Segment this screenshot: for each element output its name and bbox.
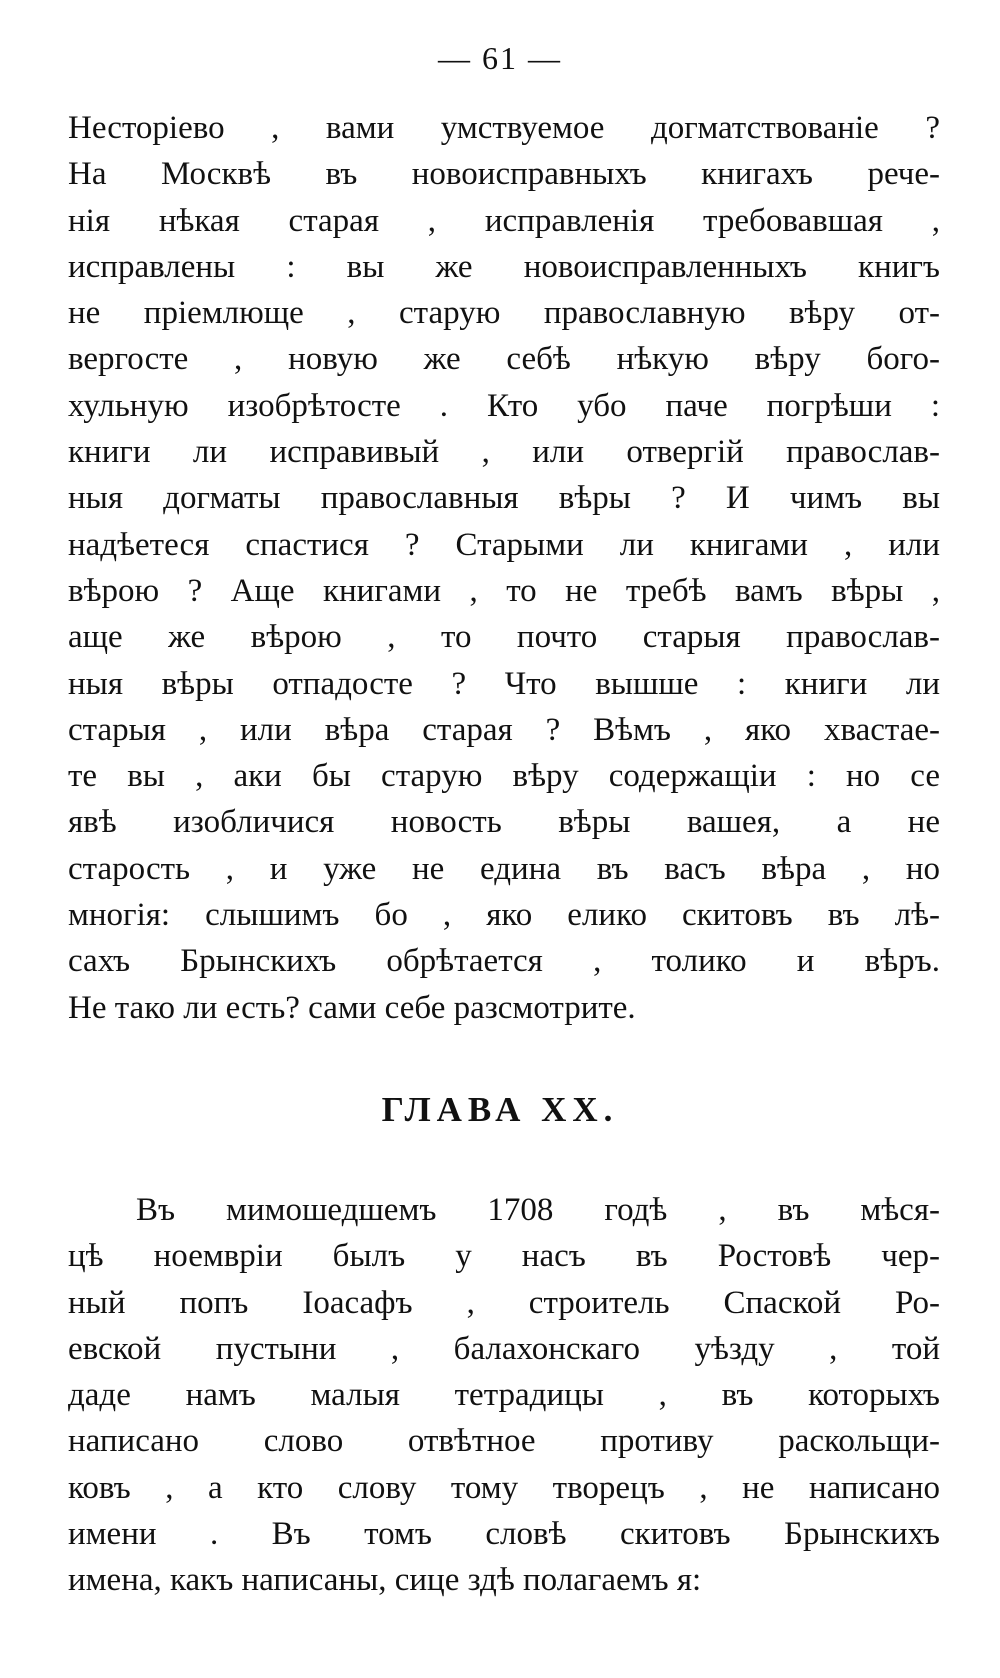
text-line: ныя догматы православныя вѣры ? И чимъ вы <box>68 480 940 517</box>
text-line: вергосте , новую же себѣ нѣкую вѣру бого- <box>68 341 940 378</box>
page-number: — 61 — <box>438 40 562 76</box>
text-line: имена, какъ написаны, сице здѣ полагаемъ я: <box>68 1562 702 1599</box>
chapter-heading: ГЛАВА XX. <box>381 1090 619 1129</box>
text-line: Несторіево , вами умствуемое догматствованіе ? <box>68 110 940 146</box>
text-line: хульную изобрѣтосте . Кто убо паче погрѣши : <box>68 387 940 424</box>
text-line: книги ли исправивый , или отвергій православ- <box>68 434 940 471</box>
text-line: Въ мимошедшемъ 1708 годѣ , въ мѣся- <box>136 1192 940 1228</box>
text-line: явѣ изобличися новость вѣры вашея, а не <box>68 804 940 841</box>
text-line: даде намъ малыя тетрадицы , въ которыхъ <box>68 1377 940 1414</box>
text-line: Не тако ли есть? сами себе разсмотрите. <box>68 989 636 1026</box>
text-line: цѣ ноемвріи былъ у насъ въ Ростовѣ чер- <box>68 1238 940 1275</box>
text-line: На Москвѣ въ новоисправныхъ книгахъ рече- <box>68 156 940 193</box>
text-line: вѣрою ? Аще книгами , то не требѣ вамъ вѣры , <box>68 572 940 609</box>
text-line: надѣетеся спастися ? Старыми ли книгами , или <box>68 526 940 563</box>
text-line: не пріемлюще , старую православную вѣру от- <box>68 295 940 332</box>
text-line: евской пустыни , балахонскаго уѣзду , той <box>68 1330 940 1367</box>
paragraph-1 <box>68 105 940 1031</box>
text-line: старыя , или вѣра старая ? Вѣмъ , яко хвастае- <box>68 711 940 748</box>
text-line: ный попъ Іоасафъ , строитель Спаской Ро- <box>68 1284 940 1321</box>
text-line: сахъ Брынскихъ обрѣтается , толико и вѣръ. <box>68 943 940 980</box>
text-line: многія: слышимъ бо , яко елико скитовъ въ лѣ- <box>68 897 940 934</box>
text-line: исправлены : вы же новоисправленныхъ книгъ <box>68 248 940 285</box>
text-line: аще же вѣрою , то почто старыя православ- <box>68 619 940 656</box>
text-line: ковъ , а кто слову тому творецъ , не написано <box>68 1469 940 1506</box>
text-line: имени . Въ томъ словѣ скитовъ Брынскихъ <box>68 1516 940 1553</box>
paragraph-2 <box>68 1187 940 1604</box>
text-line: написано слово отвѣтное противу раскольщи- <box>68 1423 940 1460</box>
text-line: нія нѣкая старая , исправленія требовавшая , <box>68 202 940 239</box>
text-line: ныя вѣры отпадосте ? Что вышше : книги ли <box>68 665 940 702</box>
text-line: те вы , аки бы старую вѣру содержащіи : но се <box>68 758 940 795</box>
text-line: старость , и уже не едина въ васъ вѣра , но <box>68 850 940 887</box>
